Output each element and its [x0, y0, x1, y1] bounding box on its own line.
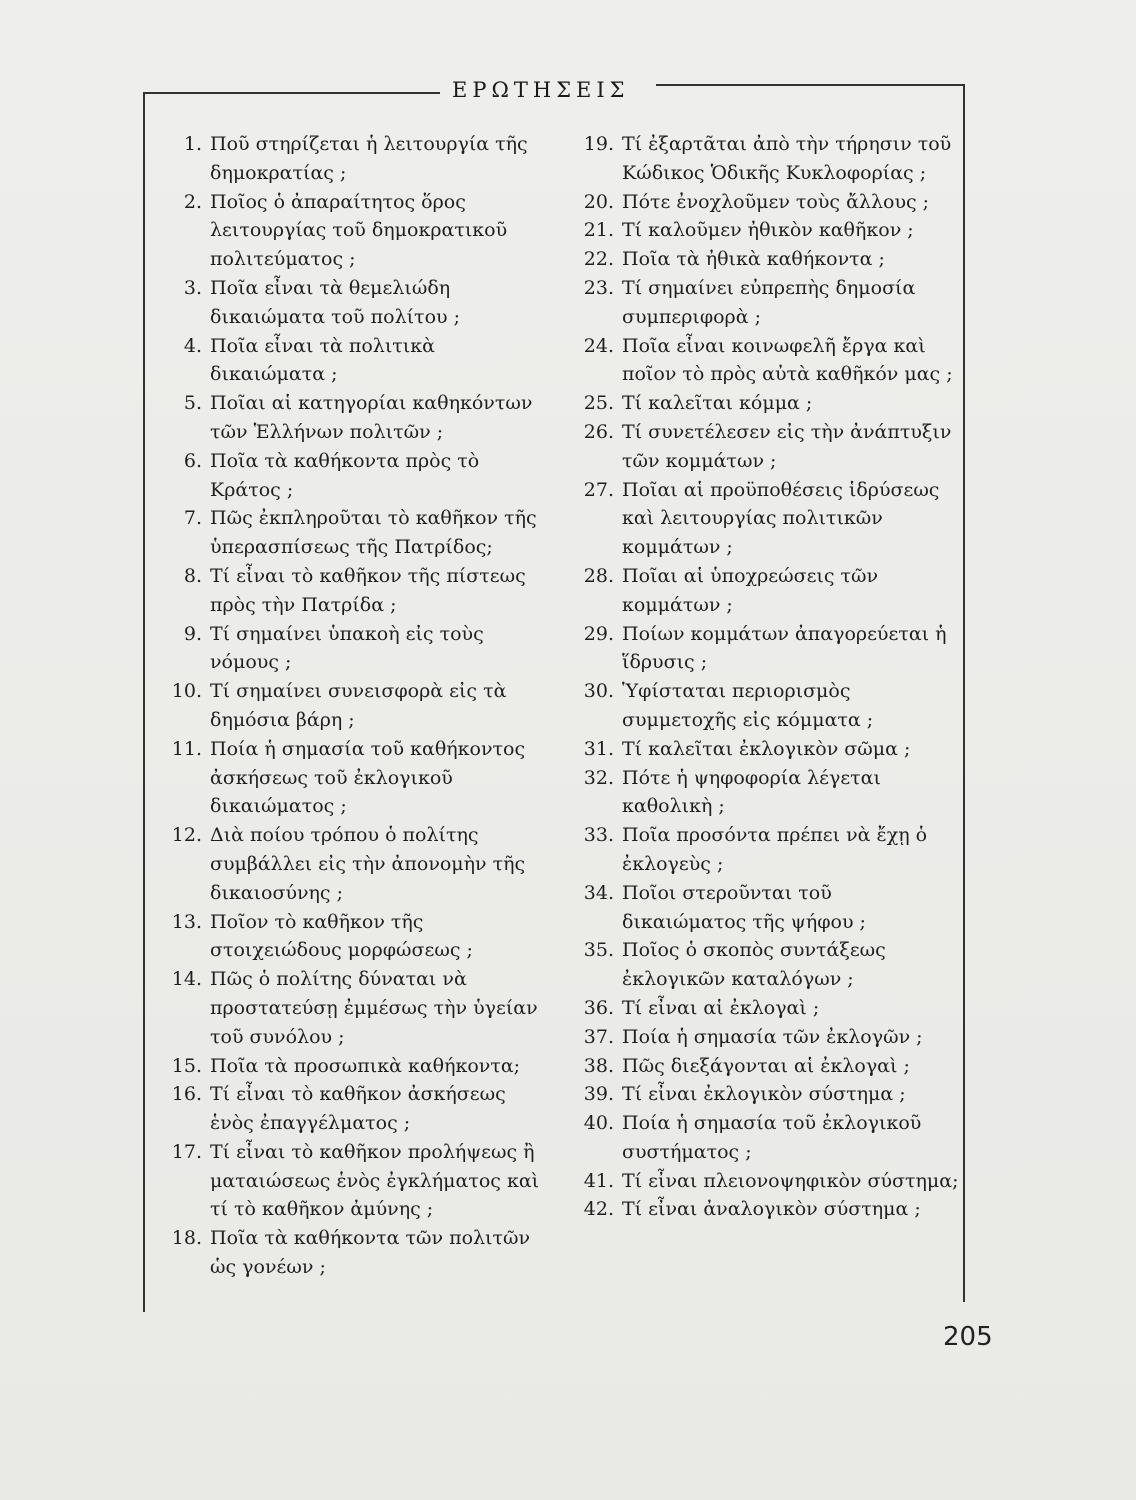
question-number: 28. — [583, 564, 614, 587]
question-item — [558, 1023, 960, 1052]
question-text: Ποῖος ὁ ἀπαραίτητος ὅρος λειτουργίας τοῦ δημοκρατικοῦ πολιτεύματος ; — [210, 190, 508, 271]
question-item — [558, 130, 960, 188]
question-item — [150, 1224, 540, 1282]
question-text: Πότε ἡ ψηφοφορία λέγεται καθολικὴ ; — [622, 766, 881, 818]
question-number: 21. — [583, 219, 614, 242]
question-number: 17. — [171, 1140, 202, 1163]
question-text: Διὰ ποίου τρόπου ὁ πολίτης συμβάλλει εἰς τὴν ἀπονομὴν τῆς δικαιοσύνης ; — [210, 824, 526, 904]
question-item — [150, 1080, 540, 1138]
question-item — [558, 274, 960, 332]
question-number: 38. — [583, 1054, 614, 1077]
question-item — [150, 389, 540, 447]
question-number: 37. — [583, 1025, 614, 1048]
question-text: Ποῦ στηρίζεται ἡ λειτουργία τῆς δημοκρατίας ; — [210, 133, 528, 184]
question-item — [150, 1138, 540, 1224]
question-text: Ποίων κομμάτων ἀπαγορεύεται ἡ ἵδρυσις ; — [622, 622, 947, 674]
question-item — [558, 821, 960, 879]
question-number: 19. — [583, 133, 614, 155]
question-text: Ποῖαι αἱ προϋποθέσεις ἱδρύσεως καὶ λειτουργίας πολιτικῶν κομμάτων ; — [622, 478, 940, 559]
frame-top-rule-right — [656, 84, 964, 86]
question-text: Ποῖα εἶναι τὰ θεμελιώδη δικαιώματα τοῦ πολίτου ; — [210, 276, 460, 328]
question-item — [558, 332, 960, 390]
question-number: 36. — [583, 996, 614, 1019]
question-text: Τί εἶναι ἐκλογικὸν σύστημα ; — [622, 1083, 906, 1106]
question-item — [558, 476, 960, 562]
question-text: Πῶς ἐκπληροῦται τὸ καθῆκον τῆς ὑπερασπίσεως τῆς Πατρίδος; — [210, 507, 537, 559]
question-text: Ποῖος ὁ σκοπὸς συντάξεως ἐκλογικῶν καταλόγων ; — [622, 939, 886, 991]
question-number: 22. — [583, 248, 614, 271]
question-number: 16. — [171, 1083, 202, 1106]
question-item — [558, 994, 960, 1023]
frame-left-rule — [143, 92, 145, 1312]
question-item — [150, 620, 540, 678]
question-number: 33. — [583, 824, 614, 847]
question-item — [558, 245, 960, 274]
question-number: 15. — [171, 1054, 202, 1077]
question-number: 29. — [583, 622, 614, 645]
question-text: Τί καλεῖται κόμμα ; — [622, 392, 813, 415]
question-text: Τί εἶναι αἱ ἐκλογαὶ ; — [622, 996, 820, 1019]
question-text: Ποῖον τὸ καθῆκον τῆς στοιχειώδους μορφώσεως ; — [210, 910, 473, 962]
question-number: 35. — [583, 939, 614, 962]
question-number: 32. — [583, 766, 614, 789]
question-text: Τί ἐξαρτᾶται ἀπὸ τὴν τήρησιν τοῦ Κώδικος Ὁδικῆς Κυκλοφορίας ; — [622, 133, 952, 184]
question-text: Ποῖα προσόντα πρέπει νὰ ἔχῃ ὁ ἐκλογεὺς ; — [622, 824, 928, 875]
question-text: Πῶς ὁ πολίτης δύναται νὰ προστατεύσῃ ἐμμέσως τὴν ὑγείαν τοῦ συνόλου ; — [210, 968, 538, 1048]
question-text: Ποῖα τὰ καθήκοντα πρὸς τὸ Κράτος ; — [210, 449, 480, 501]
questions-left-column — [150, 130, 540, 1282]
question-text: Ποῖαι αἱ κατηγορίαι καθηκόντων τῶν Ἑλλήνων πολιτῶν ; — [210, 392, 533, 443]
question-number: 27. — [583, 478, 614, 501]
question-item — [150, 130, 540, 188]
question-number: 42. — [583, 1198, 614, 1221]
question-item — [558, 418, 960, 476]
question-item — [558, 1109, 960, 1167]
questions-right-column — [558, 130, 960, 1224]
question-number: 12. — [171, 824, 202, 847]
question-text: Ποῖοι στεροῦνται τοῦ δικαιώματος τῆς ψήφου ; — [622, 881, 866, 933]
question-number: 6. — [183, 449, 202, 472]
question-item — [558, 389, 960, 418]
question-number: 4. — [183, 334, 202, 357]
question-number: 8. — [183, 564, 202, 587]
question-number: 41. — [583, 1169, 614, 1192]
question-item — [150, 1052, 540, 1081]
question-number: 11. — [171, 737, 202, 760]
question-item — [558, 1080, 960, 1109]
question-number: 1. — [183, 133, 202, 155]
question-item — [558, 677, 960, 735]
question-item — [150, 332, 540, 390]
question-number: 2. — [183, 190, 202, 213]
question-number: 14. — [171, 968, 202, 991]
question-item — [150, 447, 540, 505]
question-item — [150, 677, 540, 735]
question-number: 23. — [583, 276, 614, 299]
question-number: 18. — [171, 1227, 202, 1250]
frame-right-rule — [963, 84, 965, 1302]
question-text: Πῶς διεξάγονται αἱ ἐκλογαὶ ; — [622, 1054, 910, 1077]
question-number: 39. — [583, 1083, 614, 1106]
question-item — [558, 620, 960, 678]
question-number: 5. — [183, 392, 202, 415]
question-text: Ποῖα εἶναι κοινωφελῆ ἔργα καὶ ποῖον τὸ πρὸς αὐτὰ καθῆκόν μας ; — [622, 334, 953, 386]
question-number: 30. — [583, 680, 614, 703]
question-text: Τί καλοῦμεν ἠθικὸν καθῆκον ; — [622, 219, 914, 242]
question-text: Τί εἶναι τὸ καθῆκον προλήψεως ἢ ματαιώσεως ἑνὸς ἐγκλήματος καὶ τί τὸ καθῆκον ἀμύνης ; — [210, 1140, 540, 1221]
question-text: Ποῖα τὰ ἠθικὰ καθήκοντα ; — [622, 248, 885, 271]
question-item — [150, 188, 540, 274]
question-item — [150, 821, 540, 907]
question-item — [558, 562, 960, 620]
question-number: 13. — [171, 910, 202, 933]
question-text: Πότε ἐνοχλοῦμεν τοὺς ἄλλους ; — [622, 190, 930, 213]
page-number: 205 — [943, 1322, 993, 1352]
question-text: Τί σημαίνει συνεισφορὰ εἰς τὰ δημόσια βάρη ; — [210, 680, 507, 731]
question-text: Ποία ἡ σημασία τῶν ἐκλογῶν ; — [622, 1025, 923, 1048]
question-text: Τί σημαίνει εὐπρεπὴς δημοσία συμπεριφορὰ ; — [622, 276, 916, 328]
question-number: 3. — [183, 276, 202, 299]
question-item — [558, 936, 960, 994]
question-text: Ποῖα τὰ προσωπικὰ καθήκοντα; — [210, 1054, 521, 1077]
question-item — [558, 1195, 960, 1224]
question-item — [150, 504, 540, 562]
question-number: 9. — [183, 622, 202, 645]
question-item — [558, 735, 960, 764]
question-item — [558, 879, 960, 937]
question-number: 25. — [583, 392, 614, 415]
question-number: 26. — [583, 420, 614, 443]
question-number: 34. — [583, 881, 614, 904]
question-number: 20. — [583, 190, 614, 213]
question-item — [558, 188, 960, 217]
question-number: 7. — [183, 507, 202, 530]
question-text: Τί εἶναι ἀναλογικὸν σύστημα ; — [622, 1198, 921, 1221]
question-text: Τί εἶναι πλειονοψηφικὸν σύστημα; — [622, 1169, 959, 1192]
question-item — [558, 1052, 960, 1081]
question-text: Ποῖαι αἱ ὑποχρεώσεις τῶν κομμάτων ; — [622, 564, 879, 616]
question-text: Ποία ἡ σημασία τοῦ ἐκλογικοῦ συστήματος ; — [622, 1112, 922, 1163]
question-item — [150, 908, 540, 966]
question-number: 24. — [583, 334, 614, 357]
question-number: 10. — [171, 680, 202, 703]
question-item — [150, 562, 540, 620]
question-item — [558, 764, 960, 822]
question-text: Τί εἶναι τὸ καθῆκον ἀσκήσεως ἑνὸς ἐπαγγέλματος ; — [210, 1083, 506, 1135]
question-item — [150, 965, 540, 1051]
question-item — [150, 735, 540, 821]
question-text: Ποία ἡ σημασία τοῦ καθήκοντος ἀσκήσεως τοῦ ἐκλογικοῦ δικαιώματος ; — [210, 737, 526, 818]
question-number: 31. — [583, 737, 614, 760]
question-text: Τί καλεῖται ἐκλογικὸν σῶμα ; — [622, 737, 911, 760]
page-title: ΕΡΩΤΗΣΕΙΣ — [452, 78, 630, 102]
frame-top-rule-left — [143, 92, 440, 94]
question-text: Τί συνετέλεσεν εἰς τὴν ἀνάπτυξιν τῶν κομμάτων ; — [622, 420, 952, 472]
question-text: Ποῖα τὰ καθήκοντα τῶν πολιτῶν ὡς γονέων ; — [210, 1227, 531, 1279]
question-text: Ποῖα εἶναι τὰ πολιτικὰ δικαιώματα ; — [210, 334, 435, 386]
question-number: 40. — [583, 1112, 614, 1135]
question-item — [558, 1167, 960, 1196]
question-text: Τί εἶναι τὸ καθῆκον τῆς πίστεως πρὸς τὴν Πατρίδα ; — [210, 564, 526, 616]
question-text: Ὑφίσταται περιορισμὸς συμμετοχῆς εἰς κόμματα ; — [622, 680, 874, 731]
question-text: Τί σημαίνει ὑπακοὴ εἰς τοὺς νόμους ; — [210, 622, 484, 674]
question-item — [150, 274, 540, 332]
question-item — [558, 216, 960, 245]
